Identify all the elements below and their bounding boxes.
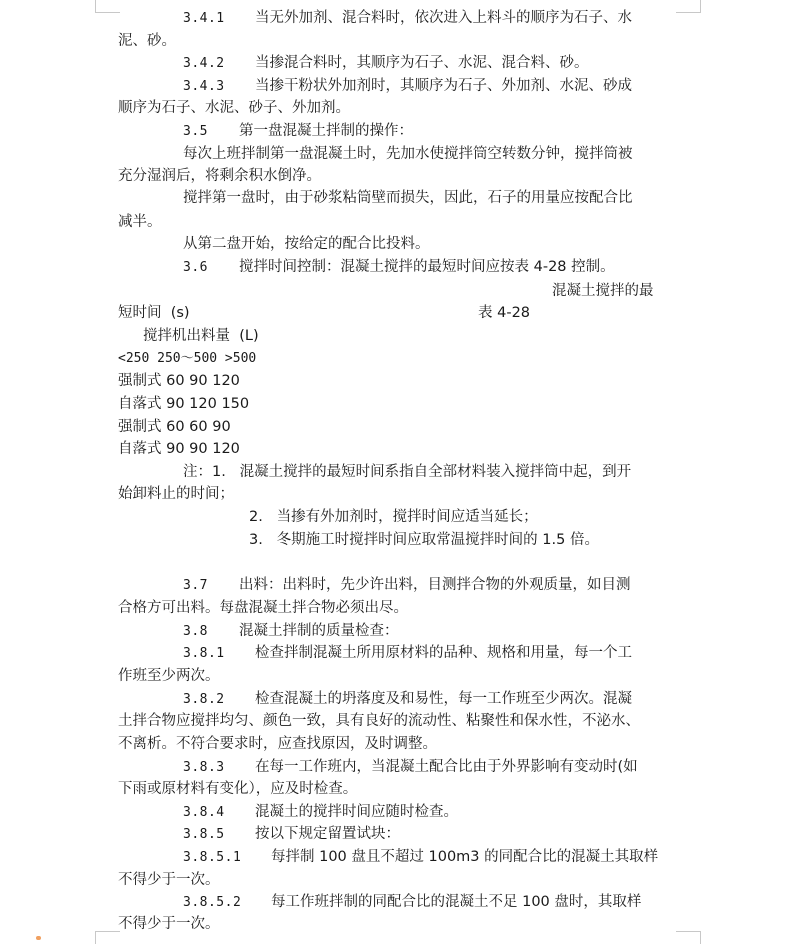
clause-3-8-3 [183, 756, 638, 779]
clause-3-5 [183, 120, 413, 143]
table-title-cont: 短时间 (s) [118, 305, 190, 321]
clause-3-6 [183, 256, 615, 279]
clause-3-8-5-1 [183, 846, 658, 869]
paragraph-first-batch-2: 搅拌第一盘时，由于砂浆粘筒壁而损失，因此，石子的用量应按配合比 [183, 190, 633, 206]
clause-3-7-cont: 合格方可出料。每盘混凝土拌合物必须出尽。 [118, 600, 408, 616]
clause-3-4-2 [183, 52, 589, 75]
clause-text: 当无外加剂、混合料时，依次进入上料斗的顺序为石子、水 [255, 10, 632, 26]
clause-number: 3.8 [183, 624, 208, 639]
clause-text: 每拌制 100 盘且不超过 100m3 的同配合比的混凝土其取样 [271, 849, 659, 865]
clause-number: 3.8.4 [183, 805, 225, 820]
table-header: 搅拌机出料量 (L) [143, 328, 259, 344]
table-note-3: 3. 冬期施工时搅拌时间应取常温搅拌时间的 1.5 倍。 [249, 532, 599, 548]
page-marker-dot [36, 936, 41, 940]
clause-number: 3.8.2 [183, 692, 225, 707]
clause-number: 3.4.3 [183, 79, 225, 94]
clause-3-8-4 [183, 801, 458, 824]
clause-3-4-3-cont: 顺序为石子、水泥、砂子、外加剂。 [118, 100, 350, 116]
paragraph-first-batch-2-cont: 减半。 [118, 214, 162, 230]
clause-3-8-2 [183, 688, 632, 711]
crop-mark-top-right [676, 0, 701, 13]
table-note-2: 2. 当掺有外加剂时，搅拌时间应适当延长； [249, 509, 538, 525]
paragraph-first-batch-1-cont: 充分湿润后，将剩余积水倒净。 [118, 168, 321, 184]
clause-text: 每工作班拌制的同配合比的混凝土不足 100 盘时，其取样 [271, 894, 642, 910]
table-row: 强制式 60 60 90 [118, 419, 231, 435]
clause-number: 3.8.5.2 [183, 895, 242, 910]
clause-number: 3.8.5 [183, 827, 225, 842]
clause-text: 当掺干粉状外加剂时，其顺序为石子、外加剂、水泥、砂成 [255, 78, 632, 94]
clause-number: 3.8.1 [183, 646, 225, 661]
table-note-1: 注：1. 混凝土搅拌的最短时间系指自全部材料装入搅拌筒中起，到开 [183, 464, 632, 480]
clause-3-4-1 [183, 7, 632, 30]
table-title: 混凝土搅拌的最 [552, 283, 654, 299]
clause-3-8-1-cont: 作班至少两次。 [118, 668, 220, 684]
clause-number: 3.4.2 [183, 56, 225, 71]
clause-3-8-2-cont: 不离析。不符合要求时，应查找原因，及时调整。 [118, 736, 437, 752]
table-note-1-cont: 始卸料止的时间； [118, 486, 234, 502]
clause-3-4-3 [183, 75, 632, 98]
clause-number: 3.6 [183, 260, 208, 275]
clause-number: 3.4.1 [183, 11, 225, 26]
clause-text: 混凝土拌制的质量检查： [239, 623, 399, 639]
table-column-labels: <250 250～500 >500 [118, 351, 257, 366]
clause-text: 在每一工作班内，当混凝土配合比由于外界影响有变动时(如 [255, 759, 638, 775]
clause-text: 出料：出料时，先少许出料，目测拌合物的外观质量，如目测 [239, 577, 631, 593]
clause-text: 按以下规定留置试块： [255, 826, 400, 842]
crop-mark-bottom-left [95, 931, 120, 944]
clause-3-8-3-cont: 下雨或原材料有变化），应及时检查。 [118, 781, 358, 797]
clause-3-8-5-2-cont: 不得少于一次。 [118, 916, 220, 932]
crop-mark-bottom-right [676, 931, 701, 944]
clause-number: 3.7 [183, 578, 208, 593]
paragraph-first-batch-1: 每次上班拌制第一盘混凝土时，先加水使搅拌筒空转数分钟，搅拌筒被 [183, 146, 633, 162]
clause-text: 当掺混合料时，其顺序为石子、水泥、混合料、砂。 [255, 55, 589, 71]
clause-3-8-5-2 [183, 891, 641, 914]
table-row: 自落式 90 120 150 [118, 396, 250, 412]
clause-3-8-5-1-cont: 不得少于一次。 [118, 872, 220, 888]
table-row: 强制式 60 90 120 [118, 373, 240, 389]
crop-mark-top-left [95, 0, 120, 13]
clause-3-8-5 [183, 823, 400, 846]
clause-text: 第一盘混凝土拌制的操作： [239, 123, 413, 139]
clause-3-4-1-cont: 泥、砂。 [118, 33, 176, 49]
table-number: 表 4-28 [478, 305, 531, 321]
table-row: 自落式 90 90 120 [118, 441, 240, 457]
clause-number: 3.8.5.1 [183, 850, 242, 865]
paragraph-second-batch: 从第二盘开始，按给定的配合比投料。 [183, 236, 430, 252]
clause-text: 搅拌时间控制：混凝土搅拌的最短时间应按表 4-28 控制。 [239, 259, 615, 275]
clause-text: 检查混凝土的坍落度及和易性，每一工作班至少两次。混凝 [255, 691, 632, 707]
clause-text: 混凝土的搅拌时间应随时检查。 [255, 804, 458, 820]
clause-number: 3.8.3 [183, 760, 225, 775]
clause-3-8-2-cont: 土拌合物应搅拌均匀、颜色一致，具有良好的流动性、粘聚性和保水性，不泌水、 [118, 713, 640, 729]
clause-number: 3.5 [183, 124, 208, 139]
clause-text: 检查拌制混凝土所用原材料的品种、规格和用量，每一个工 [255, 645, 632, 661]
clause-3-7 [183, 574, 631, 597]
clause-3-8 [183, 620, 399, 643]
clause-3-8-1 [183, 642, 632, 665]
